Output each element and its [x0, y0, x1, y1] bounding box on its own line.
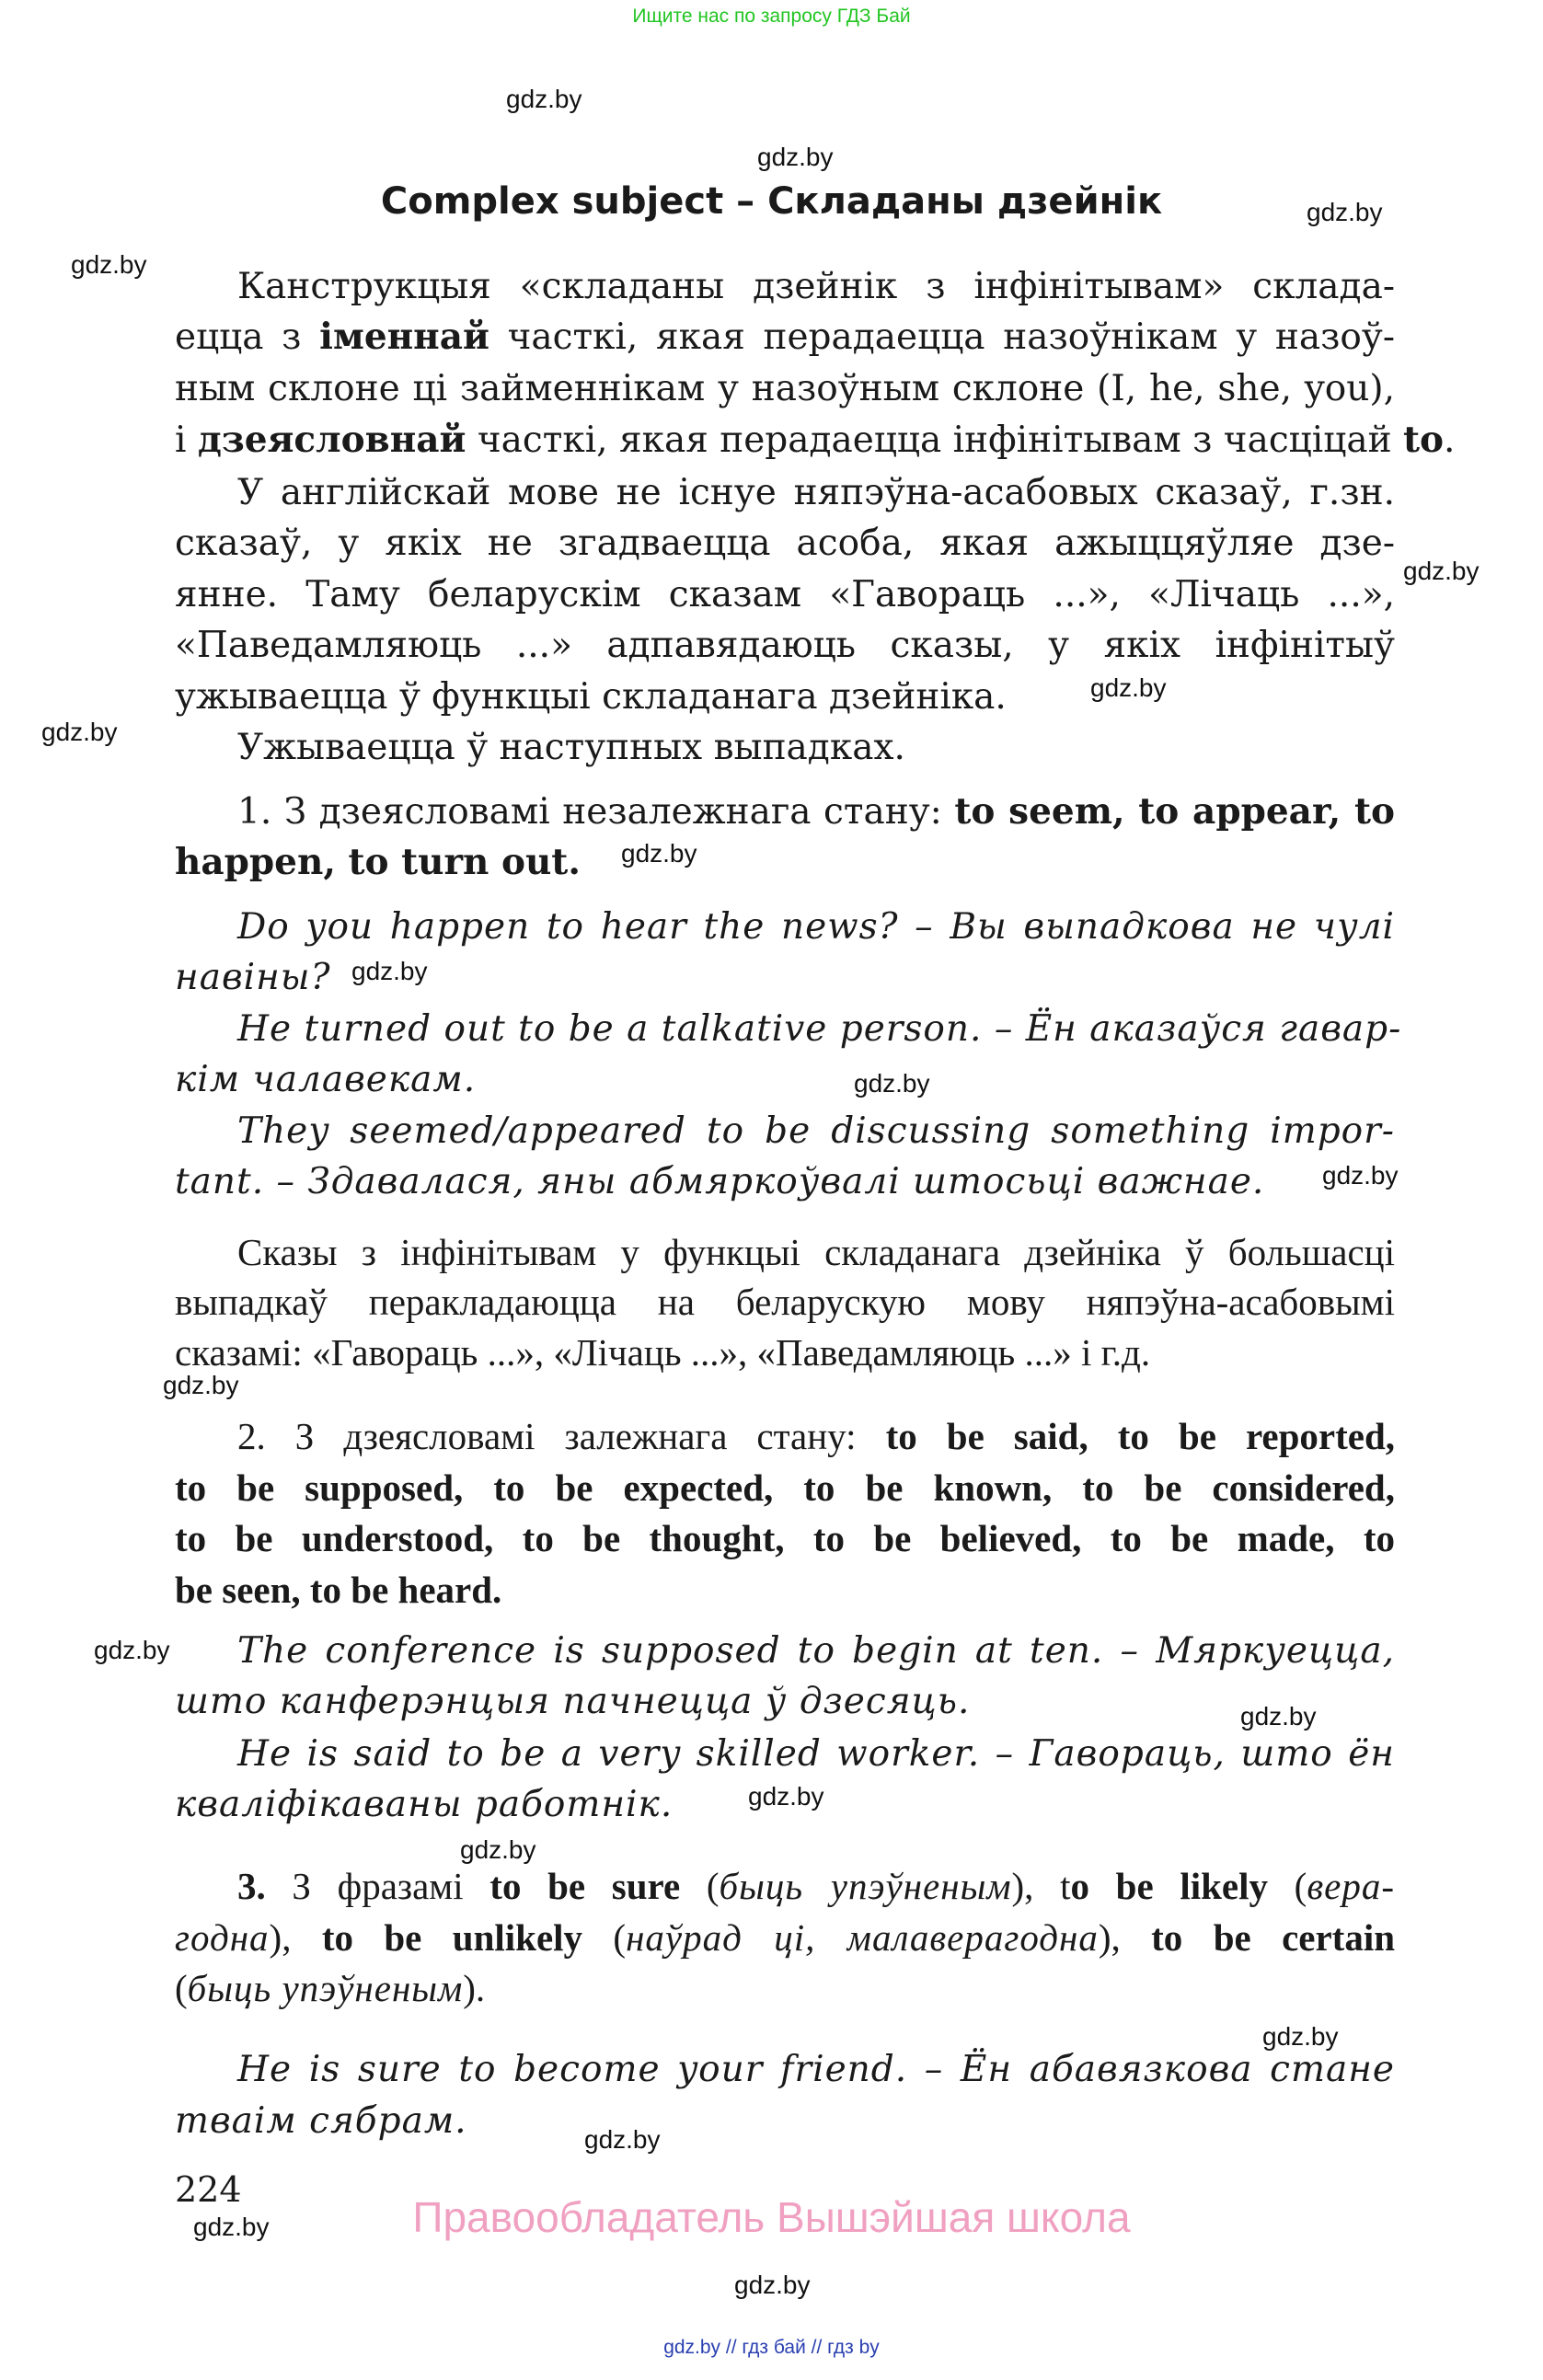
note-line-2: выпадкаў перакладаюцца на беларускую мову няпэўна-асабовымі [175, 1281, 1395, 1323]
case3-line-2 [175, 1916, 1396, 1959]
text-run: ецца з [175, 316, 320, 358]
watermark: gdz.by [757, 143, 834, 171]
watermark: gdz.by [748, 1782, 824, 1811]
text-run: ным склоне ці займеннікам у назоўным склоне ( [175, 368, 1111, 409]
watermark: gdz.by [1240, 1702, 1317, 1730]
text-run: ( [680, 1865, 720, 1907]
bold-term: to be said, to be reported, [885, 1415, 1395, 1457]
case1-line-1 [237, 790, 1395, 833]
text-run: З фразамі [265, 1865, 490, 1907]
link-gdz-by[interactable]: gdz.by [663, 2337, 721, 2358]
link-gdz-by-2[interactable]: гдз by [827, 2337, 880, 2358]
bold-term: to be understood, to be thought, to be believed, to be made, to [175, 1517, 1395, 1559]
watermark: gdz.by [193, 2213, 270, 2241]
case2-line-4 [175, 1571, 501, 1609]
watermark: gdz.by [621, 839, 697, 868]
bold-term: happen, to turn out. [175, 841, 581, 883]
italic-run: вера- [1307, 1865, 1395, 1907]
note-line-3: сказамі: «Гавораць ...», «Лічаць ...», «Паведамляюць ...» і г.д. [175, 1331, 1151, 1374]
bold-term: be seen, to be heard. [175, 1569, 502, 1611]
watermark: gdz.by [506, 85, 582, 113]
text-run: часткі, якая перадаецца інфінітывам з часціцай [466, 420, 1403, 461]
case3-line-1 [237, 1865, 1395, 1907]
link-separator: // [725, 2337, 737, 2358]
case2-line-3 [175, 1517, 1395, 1559]
p2-line-2: сказаў, у якіх не згадваецца асоба, якая ажыццяўляе дзе- [175, 523, 1395, 564]
p2-line-5: ужываецца ў функцыі складанага дзейніка. [175, 676, 1007, 718]
example-line: Do you happen to hear the news? – Вы выпадкова не чулі [237, 906, 1395, 948]
text-run: ), t [1011, 1865, 1071, 1907]
text-run: . [1444, 420, 1456, 461]
copyright-notice: Правообладатель Вышэйшая школа [412, 2193, 1131, 2241]
watermark: gdz.by [584, 2125, 661, 2154]
note-line-1: Сказы з інфінітывам у функцыі складанага дзейніка ў большасці [237, 1231, 1395, 1273]
example-line: тваім сябрам. [175, 2100, 467, 2142]
text-run: I, he, she, you), [1111, 368, 1395, 409]
p2-line-3: янне. Таму беларускім сказам «Гавораць ...», «Лічаць ...», [175, 574, 1395, 615]
example-line: што канферэнцыя пачнецца ў дзесяць. [175, 1681, 971, 1722]
italic-run: годна [175, 1916, 270, 1959]
example-line: навіны? [175, 957, 331, 998]
watermark: gdz.by [1307, 198, 1383, 226]
bottom-links [0, 2337, 1543, 2359]
p2-line-1: У англійскай мове не існуе няпэўна-асабовых сказаў, г.зн. [237, 472, 1395, 513]
case2-line-1 [237, 1415, 1395, 1457]
text-run: ). [463, 1967, 486, 2009]
example-line: They seemed/appeared to be discussing something impor- [237, 1110, 1395, 1152]
bold-term: to be certain [1151, 1916, 1396, 1959]
bold-term: to be supposed, to be expected, to be known, to be considered, [175, 1466, 1395, 1509]
page-number: 224 [175, 2169, 242, 2210]
watermark: gdz.by [71, 250, 147, 279]
bold-term: to be unlikely [321, 1916, 583, 1959]
bold-term: to be sure [489, 1865, 681, 1907]
case3-line-3 [175, 1967, 486, 2009]
watermark: gdz.by [734, 2271, 811, 2299]
bold-term: 3. [237, 1865, 266, 1907]
example-line: The conference is supposed to begin at ten. – Мяркуецца, [237, 1630, 1395, 1672]
italic-run: наўрад ці, малаверагодна [626, 1916, 1099, 1959]
text-run: 2. З дзеясловамі залежнага стану: [237, 1415, 886, 1457]
text-run: ( [582, 1916, 627, 1959]
text-run: часткі, якая перадаецца назоўнікам у назоў- [489, 316, 1395, 358]
text-run: ( [1268, 1865, 1307, 1907]
p1-line-4 [175, 419, 1456, 461]
bold-term: to seem, to appear, to [954, 790, 1395, 833]
link-gdz-bai[interactable]: гдз бай [742, 2337, 806, 2358]
p1-line-1: Канструкцыя «складаны дзейнік з інфінітывам» склада- [237, 266, 1395, 307]
p3: Ужываецца ў наступных выпадках. [237, 727, 905, 768]
example-line: tant. – Здавалася, яны абмяркоўвалі штосьці важнае. [175, 1161, 1265, 1202]
text-run: 1. З дзеясловамі незалежнага стану: [237, 791, 955, 833]
bold-term: іменнай [319, 316, 489, 358]
top-banner[interactable]: Ищите нас по запросу ГДЗ Бай [632, 6, 911, 27]
text-run: і [175, 420, 198, 461]
case1-line-2 [175, 841, 581, 883]
p2-line-4: «Паведамляюць ...» адпавядаюць сказы, у якіх інфінітыў [175, 625, 1395, 666]
example-line: кваліфікаваны работнік. [175, 1784, 674, 1825]
p1-line-2 [175, 316, 1395, 358]
example-line: He turned out to be a talkative person. – Ён аказаўся гавар- [237, 1008, 1402, 1050]
watermark: gdz.by [460, 1835, 536, 1864]
watermark: gdz.by [94, 1636, 170, 1664]
italic-run: быць упэўненым [719, 1865, 1012, 1907]
watermark: gdz.by [351, 957, 428, 985]
text-run: ( [175, 1967, 188, 2009]
watermark: gdz.by [1090, 673, 1167, 702]
italic-run: быць упэўненым [187, 1967, 464, 2009]
link-separator: // [811, 2337, 823, 2358]
example-line: He is sure to become your friend. – Ён абавязкова стане [237, 2049, 1395, 2090]
p1-line-3 [175, 368, 1395, 409]
bold-term: to [1402, 419, 1444, 461]
watermark: gdz.by [1262, 2022, 1339, 2051]
watermark: gdz.by [163, 1371, 239, 1399]
watermark: gdz.by [854, 1069, 930, 1098]
watermark: gdz.by [41, 718, 118, 746]
bold-term: дзеясловнай [197, 419, 466, 461]
example-line: He is said to be a very skilled worker. – Гавораць, што ён [237, 1733, 1395, 1775]
watermark: gdz.by [1322, 1161, 1399, 1190]
case2-line-2 [175, 1466, 1395, 1509]
page-title: Complex subject – Складаны дзейнік [380, 180, 1163, 223]
example-line: кім чалавекам. [175, 1059, 477, 1100]
text-run: ), [1098, 1916, 1152, 1959]
watermark: gdz.by [1403, 557, 1480, 585]
bold-term: o be likely [1070, 1865, 1269, 1907]
text-run: ), [269, 1916, 322, 1959]
